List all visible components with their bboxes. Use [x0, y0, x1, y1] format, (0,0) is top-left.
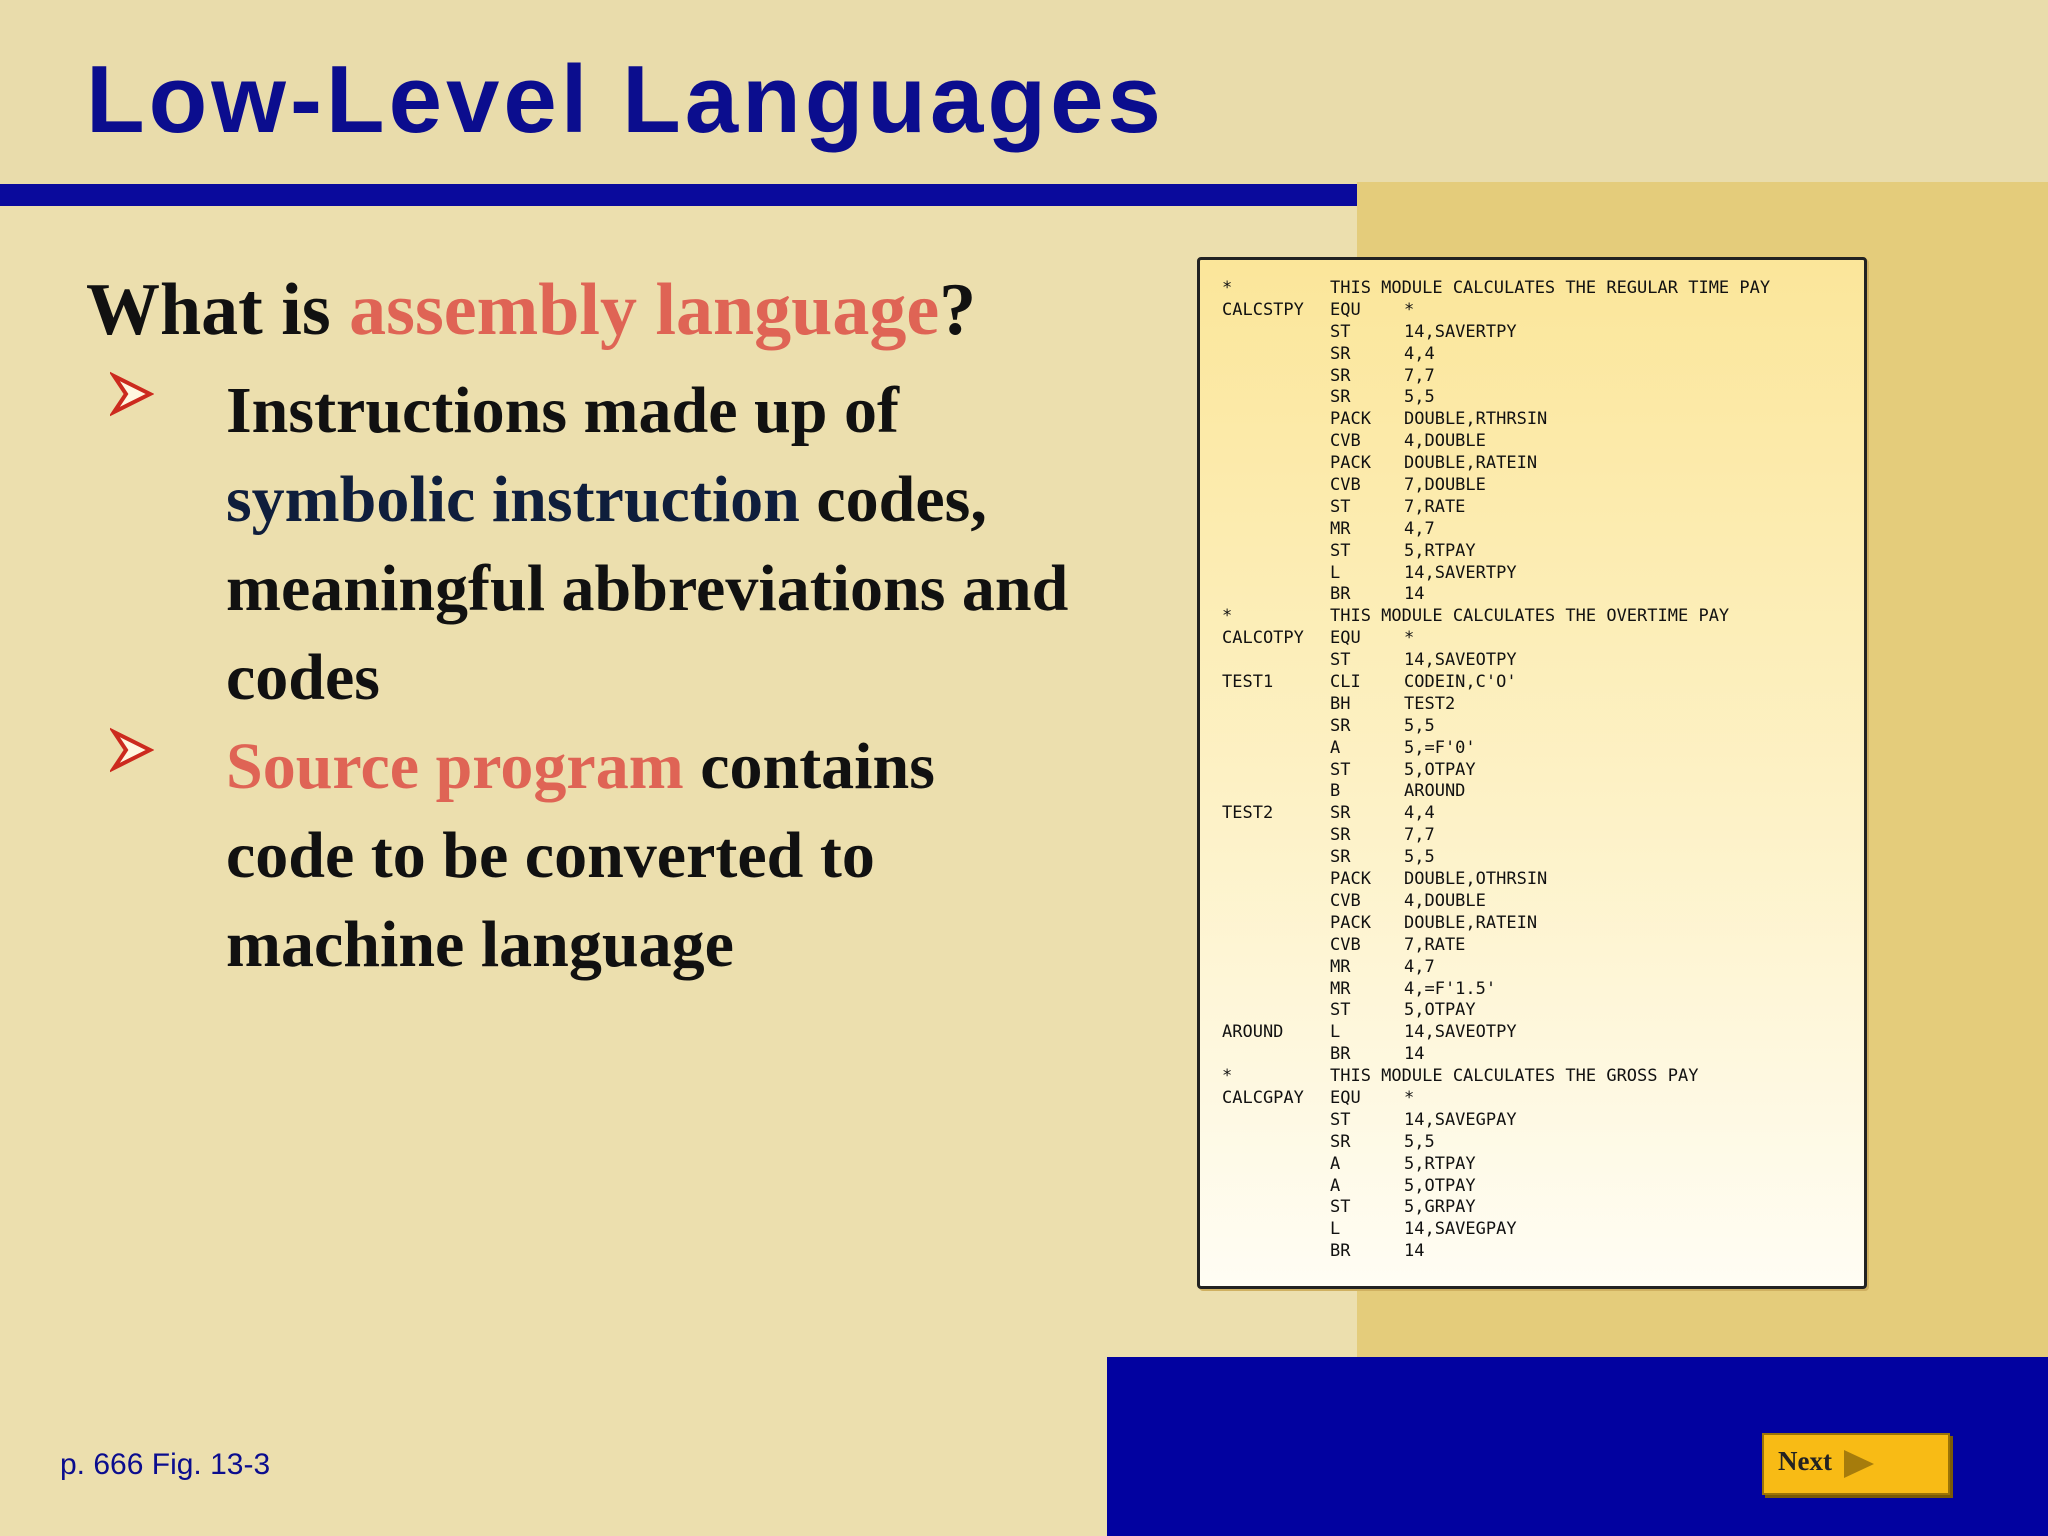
next-button[interactable]: [1762, 1433, 1950, 1495]
code-operation: SR: [1330, 847, 1351, 868]
code-operation: SR: [1330, 343, 1351, 364]
code-operand: 5,OTPAY: [1404, 1000, 1476, 1021]
code-operation: ST: [1330, 1197, 1351, 1218]
code-operation: SR: [1330, 803, 1351, 824]
code-operand: DOUBLE,RATEIN: [1404, 453, 1538, 474]
code-operand: *: [1404, 628, 1415, 649]
code-operand: 5,5: [1404, 715, 1435, 736]
arrowhead-bullet-icon: [110, 722, 154, 782]
bullet-item-1: [110, 366, 1070, 722]
code-operation: B: [1330, 781, 1341, 802]
code-operation: THIS MODULE CALCULATES THE GROSS PAY: [1330, 1066, 1699, 1087]
question-highlight: assembly language: [349, 269, 940, 351]
code-operand: 4,7: [1404, 956, 1435, 977]
code-operation: SR: [1330, 365, 1351, 386]
assembly-code-figure: [1197, 257, 1867, 1289]
code-operation: PACK: [1330, 409, 1371, 430]
code-operand: 14: [1404, 584, 1425, 605]
slide-title: Low-Level Languages: [86, 46, 1165, 153]
code-operation: ST: [1330, 650, 1351, 671]
code-operation: EQU: [1330, 628, 1361, 649]
code-operand: 4,=F'1.5': [1404, 978, 1497, 999]
code-operand: 14,SAVEGPAY: [1404, 1219, 1517, 1240]
code-operand: *: [1404, 299, 1415, 320]
code-operation: ST: [1330, 321, 1351, 342]
code-operand: 14,SAVEGPAY: [1404, 1109, 1517, 1130]
code-operation: MR: [1330, 956, 1351, 977]
code-operation: SR: [1330, 825, 1351, 846]
code-operation: BR: [1330, 584, 1351, 605]
code-operation: L: [1330, 1219, 1341, 1240]
code-operation: A: [1330, 1175, 1341, 1196]
code-operation: BR: [1330, 1044, 1351, 1065]
code-operation: THIS MODULE CALCULATES THE OVERTIME PAY: [1330, 606, 1730, 627]
code-operation: ST: [1330, 1000, 1351, 1021]
code-operand: AROUND: [1404, 781, 1466, 802]
code-label: *: [1222, 606, 1233, 627]
code-operand: 5,=F'0': [1404, 737, 1476, 758]
code-label: TEST1: [1222, 672, 1274, 693]
code-operand: CODEIN,C'O': [1404, 672, 1517, 693]
bullet-1-part2: symbolic instruction: [226, 463, 800, 536]
bullet-item-2: [110, 722, 1070, 989]
page-reference: p. 666 Fig. 13-3: [60, 1448, 271, 1481]
code-operand: 7,DOUBLE: [1404, 475, 1486, 496]
code-operand: 5,5: [1404, 847, 1435, 868]
code-operand: 5,5: [1404, 1131, 1435, 1152]
code-operand: 14: [1404, 1044, 1425, 1065]
code-label: CALCGPAY: [1222, 1087, 1304, 1108]
code-operand: 14: [1404, 1241, 1425, 1262]
code-operand: 5,OTPAY: [1404, 759, 1476, 780]
question-suffix: ?: [939, 269, 977, 351]
code-operand: TEST2: [1404, 693, 1456, 714]
code-operand: 7,7: [1404, 825, 1435, 846]
code-operation: EQU: [1330, 299, 1361, 320]
code-label: *: [1222, 278, 1233, 298]
code-operation: A: [1330, 1153, 1341, 1174]
code-operand: 14,SAVERTPY: [1404, 562, 1517, 583]
code-label: *: [1222, 1066, 1233, 1087]
code-operation: CVB: [1330, 431, 1361, 452]
next-button-label: Next: [1778, 1446, 1832, 1476]
code-operand: 4,DOUBLE: [1404, 890, 1486, 911]
code-operation: BR: [1330, 1241, 1351, 1262]
code-operand: 14,SAVEOTPY: [1404, 1022, 1517, 1043]
code-operand: 4,DOUBLE: [1404, 431, 1486, 452]
bullet-1-part3: codes, meaningful abbreviations and codes: [226, 463, 1069, 714]
bullet-text-1: [226, 366, 1070, 722]
code-operation: THIS MODULE CALCULATES THE REGULAR TIME PAY: [1330, 278, 1771, 298]
code-operand: 5,RTPAY: [1404, 540, 1476, 561]
code-operation: SR: [1330, 715, 1351, 736]
code-operand: DOUBLE,RATEIN: [1404, 912, 1538, 933]
code-operand: DOUBLE,RTHRSIN: [1404, 409, 1548, 430]
code-operation: MR: [1330, 518, 1351, 539]
code-operand: 7,RATE: [1404, 496, 1466, 517]
code-operand: 14,SAVERTPY: [1404, 321, 1517, 342]
code-operation: ST: [1330, 759, 1351, 780]
code-operation: CVB: [1330, 890, 1361, 911]
code-operation: EQU: [1330, 1087, 1361, 1108]
title-underline-rule: [0, 184, 1357, 206]
code-operation: CVB: [1330, 934, 1361, 955]
bullet-text-2: [226, 722, 1070, 989]
arrowhead-bullet-icon: [110, 366, 154, 426]
code-operand: 5,5: [1404, 387, 1435, 408]
code-operand: 7,RATE: [1404, 934, 1466, 955]
code-operation: PACK: [1330, 453, 1371, 474]
code-label: TEST2: [1222, 803, 1274, 824]
bullet-2-rest: contains code to be converted to machine language: [226, 730, 935, 981]
code-operand: *: [1404, 1087, 1415, 1108]
code-operation: CVB: [1330, 475, 1361, 496]
code-operand: 4,4: [1404, 343, 1435, 364]
code-label: AROUND: [1222, 1022, 1284, 1043]
code-operation: ST: [1330, 1109, 1351, 1130]
code-operation: BH: [1330, 693, 1351, 714]
code-operation: L: [1330, 1022, 1341, 1043]
code-operand: 14,SAVEOTPY: [1404, 650, 1517, 671]
question-prefix: What is: [86, 269, 350, 351]
code-label: CALCOTPY: [1222, 628, 1304, 649]
code-operand: DOUBLE,OTHRSIN: [1404, 869, 1548, 890]
code-operation: SR: [1330, 387, 1351, 408]
code-operation: MR: [1330, 978, 1351, 999]
code-operation: A: [1330, 737, 1341, 758]
code-operation: CLI: [1330, 672, 1361, 693]
bullet-2-highlight: Source program: [226, 730, 684, 803]
code-operation: SR: [1330, 1131, 1351, 1152]
code-operation: ST: [1330, 540, 1351, 561]
code-operation: L: [1330, 562, 1341, 583]
code-operation: PACK: [1330, 869, 1371, 890]
code-operand: 7,7: [1404, 365, 1435, 386]
code-operand: 5,OTPAY: [1404, 1175, 1476, 1196]
code-operand: 4,4: [1404, 803, 1435, 824]
code-label: CALCSTPY: [1222, 299, 1304, 320]
question-heading: [86, 260, 976, 360]
code-operation: PACK: [1330, 912, 1371, 933]
play-arrow-icon: [1842, 1448, 1876, 1480]
code-operand: 5,GRPAY: [1404, 1197, 1476, 1218]
code-operand: 5,RTPAY: [1404, 1153, 1476, 1174]
code-operation: ST: [1330, 496, 1351, 517]
code-operand: 4,7: [1404, 518, 1435, 539]
bullet-1-part1: Instructions made up of: [226, 374, 899, 447]
bullet-list: [110, 366, 1070, 989]
